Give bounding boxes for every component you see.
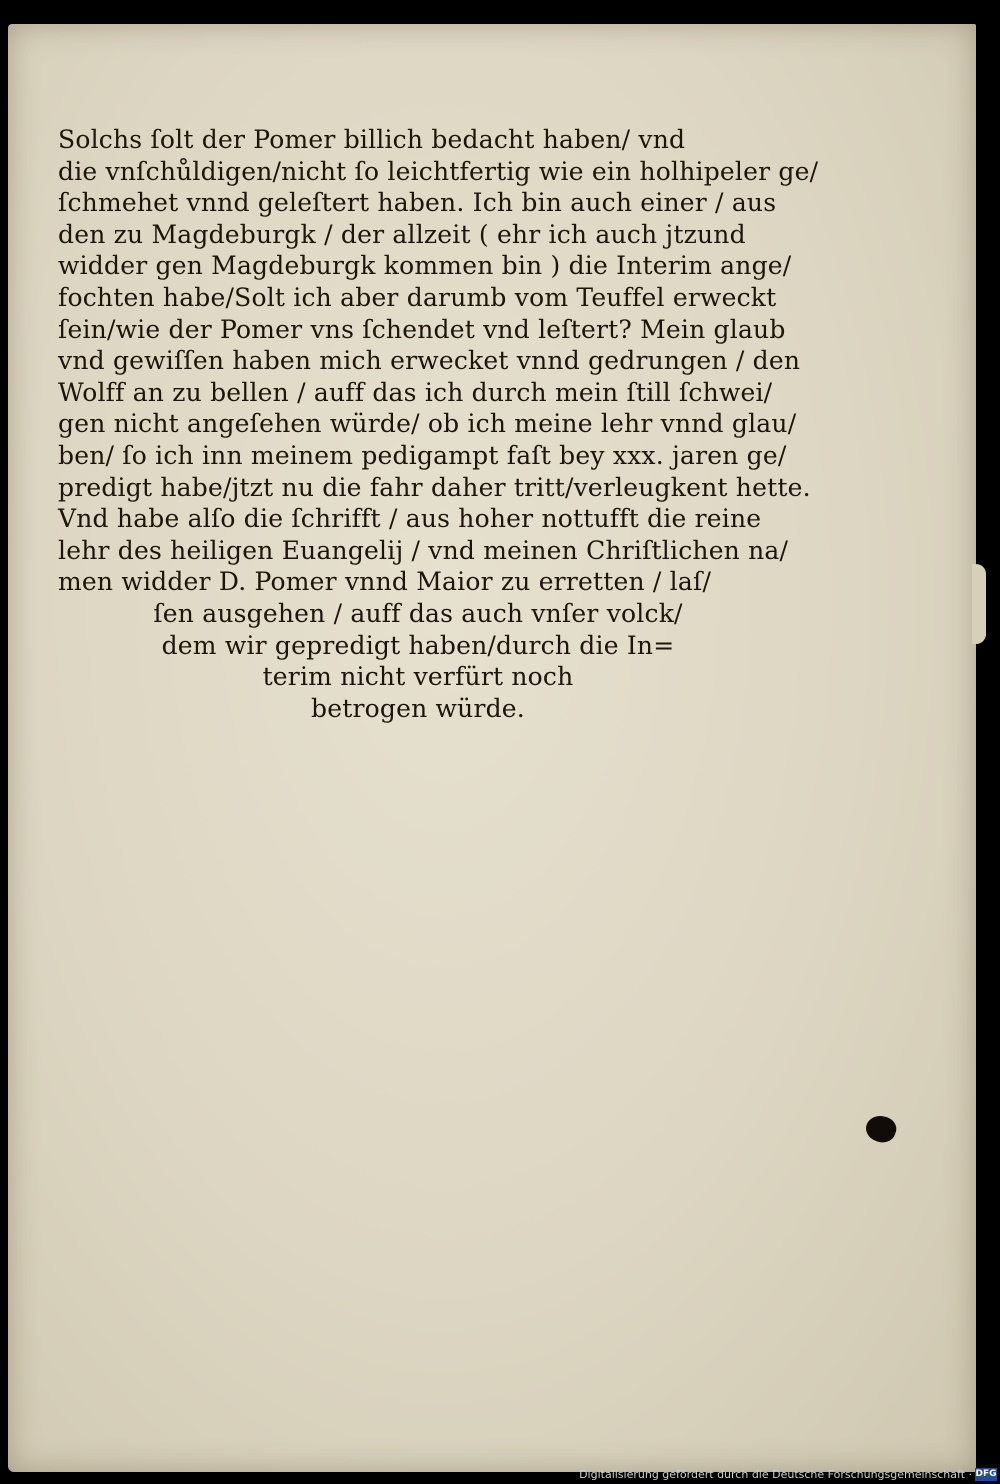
page-edge-tab xyxy=(972,564,986,644)
text-line: terim nicht verfürt noch xyxy=(262,662,574,692)
text-line: dem wir gepredigt haben/durch die In= xyxy=(161,630,675,660)
document-page xyxy=(8,24,976,1472)
dfg-logo-icon: DFG xyxy=(975,1469,997,1479)
ink-blot xyxy=(863,1112,900,1146)
text-line: den zu Magdeburgk / der allzeit ( ehr ich auch jtzund xyxy=(58,219,746,249)
text-line: vnd gewiſſen haben mich erwecket vnnd gedrungen / den xyxy=(58,346,801,376)
text-line: Vnd habe alſo die ſchrifft / aus hoher nottufft die reine xyxy=(58,504,762,534)
text-line: widder gen Magdeburgk kommen bin ) die Interim ange/ xyxy=(58,251,792,281)
text-line: die vnſchůldigen/nicht ſo leichtfertig wie ein holhipeler ge/ xyxy=(58,156,819,186)
text-line: men widder D. Pomer vnnd Maior zu erretten / laſ/ xyxy=(58,567,712,597)
text-line: lehr des heiligen Euangelij / vnd meinen Chriſtlichen na/ xyxy=(58,535,789,565)
body-text xyxy=(58,124,819,724)
text-line: ſen ausgehen / auff das auch vnſer volck/ xyxy=(153,598,683,628)
text-line: betrogen würde. xyxy=(311,693,525,723)
text-line: Wolff an zu bellen / auff das ich durch mein ſtill ſchwei/ xyxy=(58,377,773,407)
text-line: ſchmehet vnnd geleſtert haben. Ich bin auch einer / aus xyxy=(58,188,777,218)
text-line: gen nicht angeſehen würde/ ob ich meine lehr vnnd glau/ xyxy=(58,409,797,439)
text-line: predigt habe/jtzt nu die fahr daher tritt/verleugkent hette. xyxy=(58,472,811,502)
text-line: fochten habe/Solt ich aber darumb vom Teuffel erweckt xyxy=(58,282,777,312)
digitization-credit: Digitalisierung gefördert durch die Deutsche Forschungsgemeinschaft · xyxy=(579,1468,972,1481)
text-line: ben/ ſo ich inn meinem pedigampt faſt bey xxx. jaren ge/ xyxy=(58,440,787,470)
text-line: Solchs ſolt der Pomer billich bedacht haben/ vnd xyxy=(58,125,686,154)
text-line: ſein/wie der Pomer vns ſchendet vnd leſtert? Mein glaub xyxy=(58,314,786,344)
